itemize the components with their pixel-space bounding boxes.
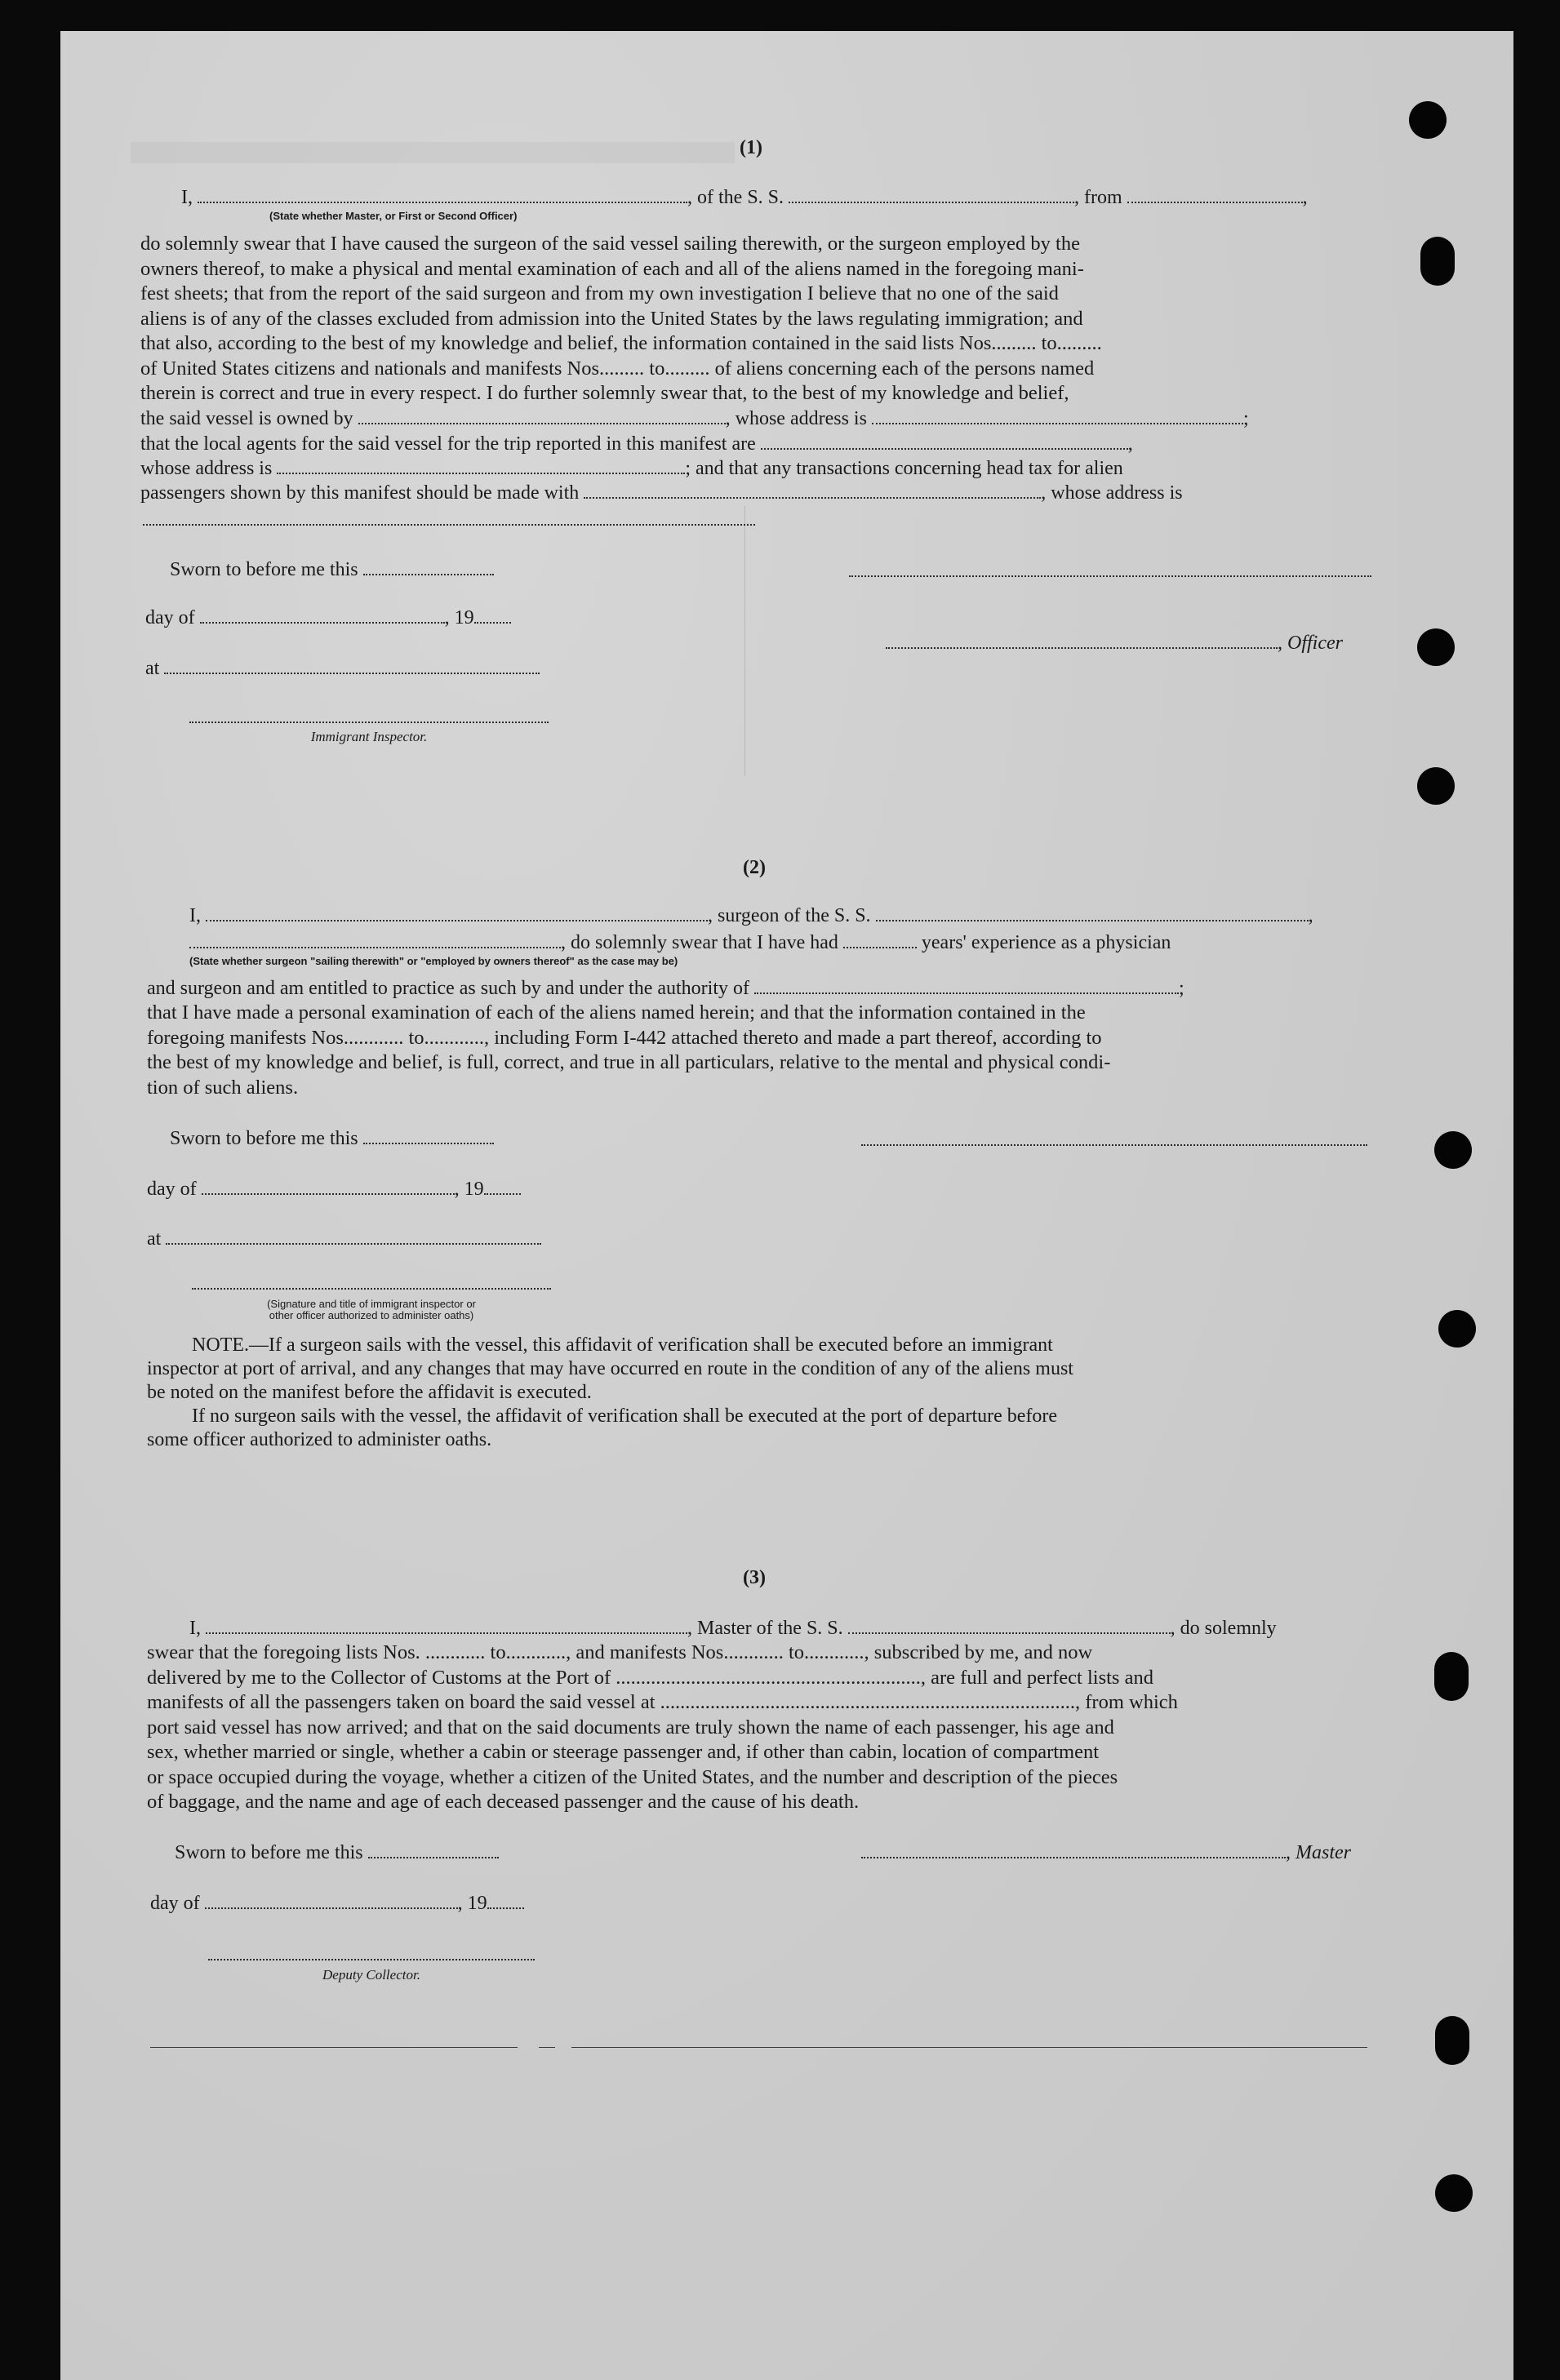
bleed-through-line bbox=[744, 506, 745, 775]
text: , bbox=[1127, 433, 1133, 455]
punch-hole bbox=[1434, 1652, 1469, 1701]
blank-master-vessel[interactable] bbox=[848, 1616, 1171, 1634]
section-3-first-line bbox=[189, 1616, 1370, 1641]
body-line: tion of such aliens. bbox=[147, 1076, 299, 1099]
blank-authority[interactable] bbox=[754, 976, 1179, 994]
section-2-body bbox=[147, 1001, 1370, 1100]
inspector-label: Immigrant Inspector. bbox=[310, 729, 428, 744]
blank-sworn-day[interactable] bbox=[363, 1126, 494, 1144]
text: Sworn to before me this bbox=[175, 1842, 363, 1863]
body-line: port said vessel has now arrived; and that on the said documents are truly shown the name of each passenger, his age and bbox=[147, 1716, 1114, 1738]
blank-owner-address[interactable] bbox=[872, 406, 1243, 424]
bleed-through-marks bbox=[131, 131, 751, 180]
s1-day-line bbox=[145, 606, 511, 630]
bottom-rule-left bbox=[150, 2047, 518, 2048]
s1-at-line bbox=[145, 656, 540, 681]
collector-label: Deputy Collector. bbox=[322, 1967, 420, 1983]
punch-hole bbox=[1420, 237, 1455, 286]
body-line: manifests of all the passengers taken on board the said vessel at ..................................................................................., from which bbox=[147, 1691, 1178, 1713]
s2-at-line bbox=[147, 1227, 541, 1251]
text: the said vessel is owned by bbox=[140, 408, 353, 429]
blank-year[interactable] bbox=[484, 1177, 521, 1195]
text: , whose address is bbox=[1041, 482, 1183, 504]
body-line: fest sheets; that from the report of the said surgeon and from my own investigation I believe that no one of the said bbox=[140, 282, 1059, 304]
text: , bbox=[1308, 905, 1313, 926]
text: passengers shown by this manifest should be made with bbox=[140, 482, 580, 504]
section-2-first-line bbox=[189, 904, 1370, 928]
blank-month[interactable] bbox=[200, 606, 445, 624]
section-3-number: (3) bbox=[743, 1567, 766, 1588]
text: day of bbox=[150, 1893, 200, 1914]
blank-place[interactable] bbox=[166, 1227, 541, 1245]
text: , from bbox=[1074, 187, 1122, 208]
text: ; and that any transactions concerning head tax for alien bbox=[685, 458, 1123, 479]
s2-sworn-line bbox=[170, 1126, 494, 1151]
text: and surgeon and am entitled to practice as such by and under the authority of bbox=[147, 978, 749, 999]
body-line: aliens is of any of the classes excluded from admission into the United States by the laws regulating immigration; and bbox=[140, 307, 1083, 330]
text: at bbox=[147, 1228, 162, 1250]
blank-master-signature[interactable] bbox=[861, 1841, 1286, 1858]
blank-year[interactable] bbox=[474, 606, 511, 624]
s2-day-line bbox=[147, 1177, 521, 1201]
text: , 19 bbox=[457, 1893, 487, 1914]
blank-head-tax-party[interactable] bbox=[584, 481, 1041, 499]
body-line: the best of my knowledge and belief, is full, correct, and true in all particulars, relative to the mental and physical condi- bbox=[147, 1051, 1111, 1073]
punch-hole bbox=[1417, 767, 1455, 805]
text: I, bbox=[189, 905, 201, 926]
officer-signature-line[interactable] bbox=[192, 1288, 551, 1290]
blank-year[interactable] bbox=[487, 1891, 524, 1909]
inspector-signature-line[interactable] bbox=[189, 722, 549, 723]
blank-head-tax-address[interactable] bbox=[143, 524, 755, 526]
section-1-body bbox=[140, 232, 1370, 406]
s1-sworn-line bbox=[170, 557, 494, 582]
section-1-hint: (State whether Master, or First or Second Officer) bbox=[269, 210, 518, 222]
text: at bbox=[145, 658, 160, 679]
body-line: delivered by me to the Collector of Customs at the Port of ............................................................., are full and perfect lists and bbox=[147, 1666, 1153, 1689]
agents-address-line bbox=[140, 456, 1370, 481]
text: that the local agents for the said vessel for the trip reported in this manifest are bbox=[140, 433, 756, 455]
local-agents-line bbox=[140, 432, 1370, 456]
blank-local-agents[interactable] bbox=[761, 432, 1128, 450]
note-line: inspector at port of arrival, and any changes that may have occurred en route in the condition of any of the aliens must bbox=[147, 1358, 1073, 1379]
section-2-note bbox=[147, 1334, 1370, 1452]
officer-line bbox=[886, 631, 1343, 655]
blank-vessel-name[interactable] bbox=[789, 185, 1074, 203]
punch-hole bbox=[1417, 628, 1455, 666]
blank-master-name[interactable] bbox=[206, 1616, 687, 1634]
text: , 19 bbox=[444, 607, 474, 628]
bottom-rule-right bbox=[571, 2047, 1367, 2048]
text: day of bbox=[147, 1179, 197, 1200]
blank-officer-name[interactable] bbox=[198, 185, 687, 203]
text: Sworn to before me this bbox=[170, 1128, 358, 1149]
text: ; bbox=[1179, 978, 1184, 999]
body-line: that also, according to the best of my knowledge and belief, the information contained in the said lists Nos......... to......... bbox=[140, 332, 1102, 354]
body-line: or space occupied during the voyage, whether a citizen of the United States, and the number and description of the pieces bbox=[147, 1765, 1118, 1788]
text: , bbox=[1302, 187, 1308, 208]
blank-years-experience[interactable] bbox=[843, 930, 917, 948]
text: , surgeon of the S. S. bbox=[708, 905, 871, 926]
note-line: be noted on the manifest before the affidavit is executed. bbox=[147, 1382, 592, 1403]
blank-month[interactable] bbox=[205, 1891, 458, 1909]
authority-line bbox=[147, 976, 1370, 1001]
punch-hole bbox=[1434, 1131, 1472, 1169]
section-2-second-line bbox=[189, 930, 1370, 955]
blank-owner[interactable] bbox=[358, 406, 726, 424]
section-1-number: (1) bbox=[740, 137, 762, 158]
section-2-hint: (State whether surgeon "sailing therewith" or "employed by owners thereof" as the case may be) bbox=[189, 955, 678, 967]
text: whose address is bbox=[140, 458, 273, 479]
text: I, bbox=[189, 1618, 201, 1639]
body-line: foregoing manifests Nos............ to............, including Form I-442 attached thereto and made a part thereof, according to bbox=[147, 1026, 1102, 1049]
blank-surgeon-status[interactable] bbox=[189, 930, 561, 948]
body-line: do solemnly swear that I have caused the surgeon of the said vessel sailing therewith, or the surgeon employed by the bbox=[140, 233, 1080, 255]
text: years' experience as a physician bbox=[921, 932, 1171, 953]
text: day of bbox=[145, 607, 195, 628]
note-line: If no surgeon sails with the vessel, the affidavit of verification shall be executed at the port of departure before bbox=[192, 1405, 1058, 1427]
blank-sworn-day[interactable] bbox=[363, 557, 494, 575]
body-line: of United States citizens and nationals and manifests Nos......... to......... of aliens concerning each of the persons named bbox=[140, 357, 1095, 380]
blank-officer-title[interactable] bbox=[886, 631, 1278, 649]
master-signature-line bbox=[861, 1841, 1351, 1865]
s3-sworn-line bbox=[175, 1841, 499, 1865]
text: Sworn to before me this bbox=[170, 559, 358, 580]
text: , 19 bbox=[454, 1179, 484, 1200]
signature-hint-1: (Signature and title of immigrant inspector or bbox=[267, 1298, 476, 1310]
body-line: that I have made a personal examination of each of the aliens named herein; and that the information contained in the bbox=[147, 1001, 1086, 1023]
text: , of the S. S. bbox=[687, 187, 784, 208]
body-line: owners thereof, to make a physical and mental examination of each and all of the aliens named in the foregoing mani- bbox=[140, 257, 1084, 280]
body-line: of baggage, and the name and age of each deceased passenger and the cause of his death. bbox=[147, 1791, 860, 1813]
officer-signature-line[interactable] bbox=[849, 575, 1371, 577]
punch-hole bbox=[1435, 2016, 1469, 2065]
text: , do solemnly bbox=[1170, 1618, 1277, 1639]
note-line: NOTE.—If a surgeon sails with the vessel, this affidavit of verification shall be executed before an immigrant bbox=[192, 1334, 1053, 1356]
text: ; bbox=[1242, 408, 1249, 429]
note-line: some officer authorized to administer oaths. bbox=[147, 1429, 492, 1450]
body-line: swear that the foregoing lists Nos. ............ to............, and manifests Nos............ to............, subscribed by me, and now bbox=[147, 1641, 1093, 1663]
bottom-rule-dash bbox=[539, 2047, 555, 2048]
text: , do solemnly swear that I have had bbox=[561, 932, 838, 953]
signature-hint-2: other officer authorized to administer oaths) bbox=[269, 1309, 474, 1321]
text: , Master of the S. S. bbox=[687, 1618, 843, 1639]
body-line: sex, whether married or single, whether a cabin or steerage passenger and, if other than cabin, location of compartment bbox=[147, 1741, 1100, 1763]
text: , Master bbox=[1286, 1842, 1351, 1863]
blank-surgeon-name[interactable] bbox=[206, 904, 708, 921]
blank-from-port[interactable] bbox=[1127, 185, 1303, 203]
bleed-through-header bbox=[131, 82, 751, 180]
blank-place[interactable] bbox=[164, 656, 540, 674]
text: , Officer bbox=[1278, 633, 1343, 654]
blank-agents-address[interactable] bbox=[277, 456, 685, 474]
head-tax-line bbox=[140, 481, 1370, 505]
text: , whose address is bbox=[725, 408, 867, 429]
owned-by-line bbox=[140, 406, 1370, 431]
blank-surgeon-vessel[interactable] bbox=[876, 904, 1309, 921]
punch-hole bbox=[1409, 101, 1447, 139]
punch-hole bbox=[1435, 2174, 1473, 2212]
body-line: therein is correct and true in every respect. I do further solemnly swear that, to the best of my knowledge and belief, bbox=[140, 382, 1069, 404]
blank-sworn-day[interactable] bbox=[368, 1841, 499, 1858]
text: I, bbox=[181, 187, 193, 208]
section-1-first-line bbox=[181, 185, 1370, 210]
s3-day-line bbox=[150, 1891, 524, 1916]
surgeon-signature-line[interactable] bbox=[861, 1144, 1367, 1146]
section-2-number: (2) bbox=[743, 857, 766, 878]
blank-month[interactable] bbox=[202, 1177, 455, 1195]
punch-hole bbox=[1438, 1310, 1476, 1348]
collector-signature-line[interactable] bbox=[208, 1959, 535, 1960]
section-3-body bbox=[147, 1641, 1370, 1815]
